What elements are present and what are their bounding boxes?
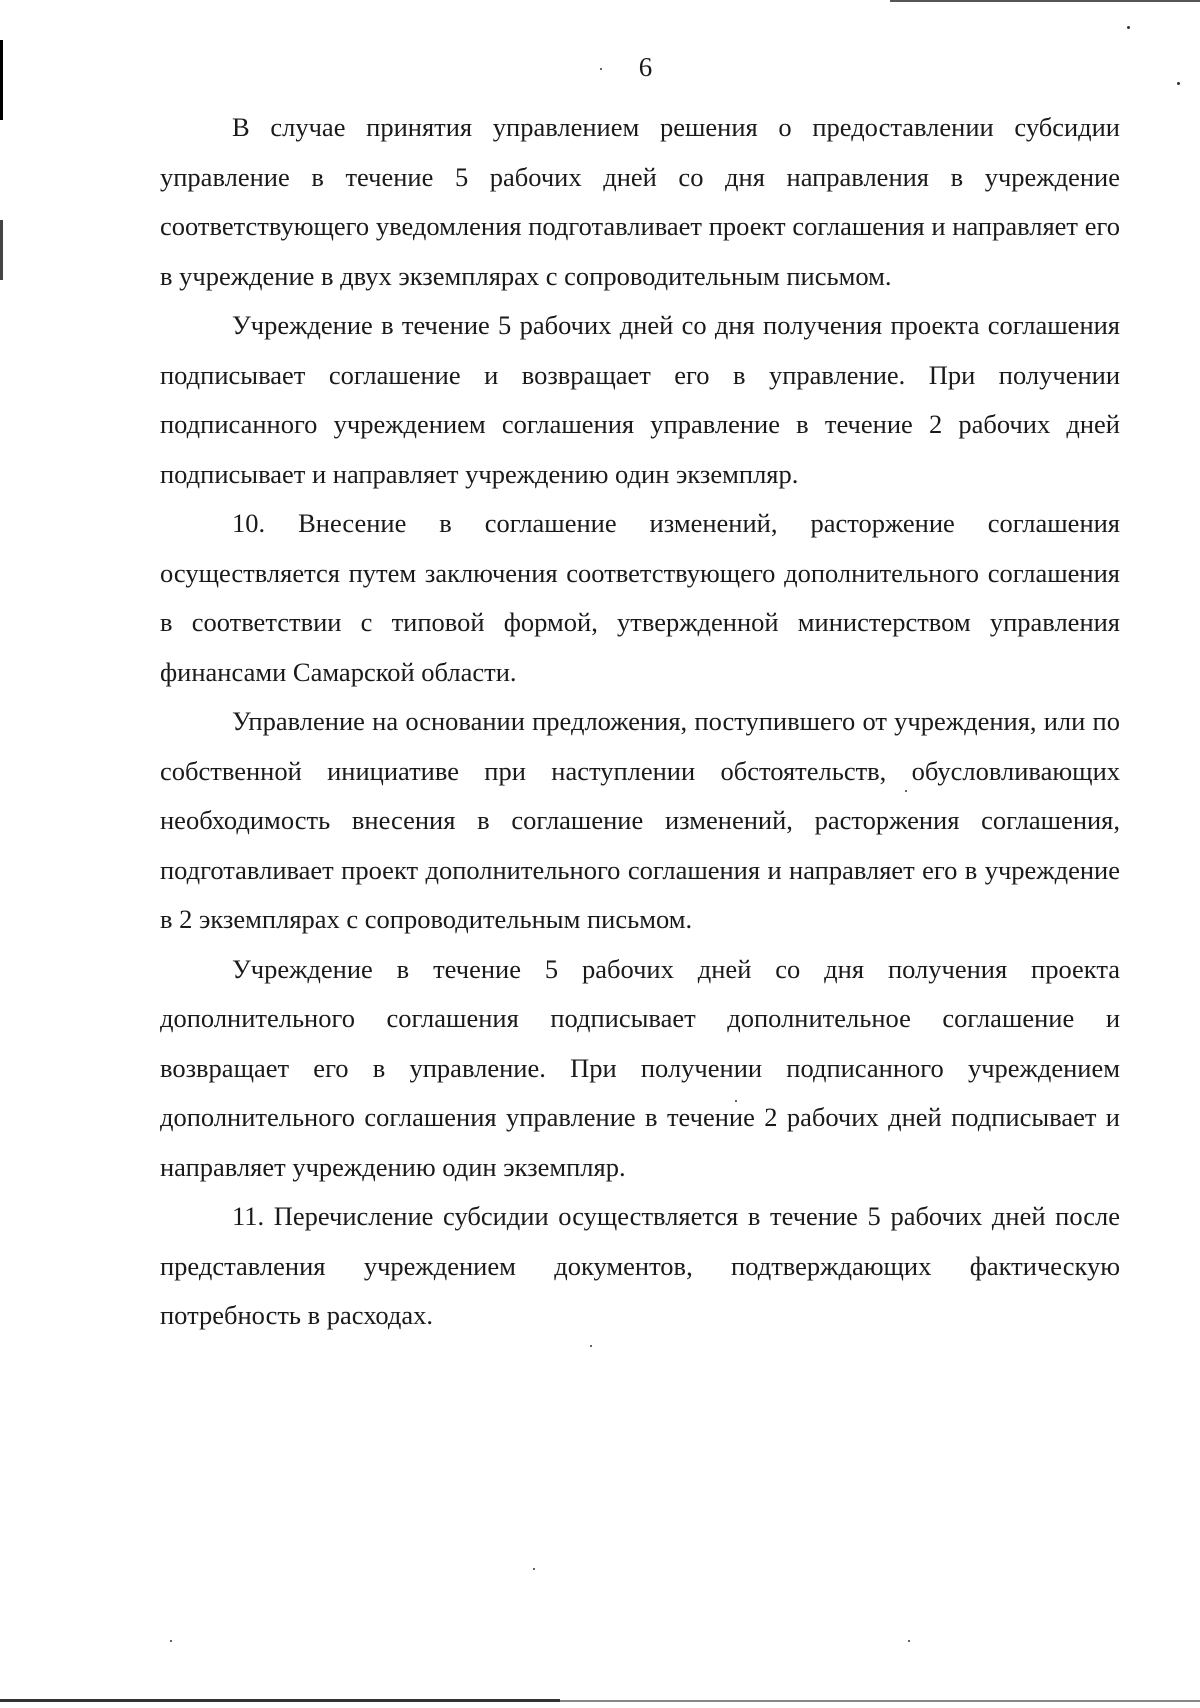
scan-speck (170, 1640, 172, 1642)
scan-top-rule (890, 0, 1200, 2)
paragraph-item-11: 11. Перечисление субсидии осуществляется в течение 5 рабочих дней после представления учреждением документов, подтверждающих фактическую потребность в расходах. (160, 1201, 1120, 1330)
scan-speck (905, 790, 907, 792)
scan-speck (1127, 26, 1130, 29)
scan-speck (1177, 82, 1180, 85)
scan-speck (533, 1568, 535, 1570)
scan-left-edge (0, 40, 3, 440)
paragraph-item-10: 10. Внесение в соглашение изменений, расторжение соглашения осуществляется путем заключения соответствующего дополнительного соглашения в соответствии с типовой формой, утвержденной министерством управления финансами Самарской области. (160, 508, 1120, 687)
page-number: 6 (638, 52, 654, 82)
paragraph-subsidy-decision: В случае принятия управлением решения о предоставлении субсидии управление в течение 5 рабочих дней со дня направления в учреждение соответствующего уведомления подготавливает проект соглашения и направляет его в учреждение в двух экземплярах с сопроводительным письмом. (160, 112, 1120, 291)
document-body (160, 103, 1120, 1341)
scan-speck (600, 68, 602, 70)
paragraph-agreement-signing: Учреждение в течение 5 рабочих дней со дня получения проекта соглашения подписывает соглашение и возвращает его в управление. При получении подписанного учреждением соглашения управление в течение 2 рабочих дней подписывает и направляет учреждению один экземпляр. (160, 310, 1120, 489)
scan-speck (908, 1640, 910, 1642)
scan-speck (735, 1100, 737, 1102)
paragraph-amendment-initiative: Управление на основании предложения, поступившего от учреждения, или по собственной инициативе при наступлении обстоятельств, обусловливающих необходимость внесения в соглашение изменений, расторжения соглашения, подготавливает проект дополнительного соглашения и направляет его в учреждение в 2 экземплярах с сопроводительным письмом. (160, 706, 1120, 934)
paragraph-amendment-signing: Учреждение в течение 5 рабочих дней со дня получения проекта дополнительного соглашения подписывает дополнительное соглашение и возвращает его в управление. При получении подписанного учреждением дополнительного соглашения управление в течение 2 рабочих дней подписывает и направляет учреждению один экземпляр. (160, 953, 1120, 1182)
scan-speck (590, 1345, 592, 1347)
scan-bottom-rule (0, 1699, 560, 1702)
scan-bottom-rule-faint (560, 1700, 1200, 1702)
